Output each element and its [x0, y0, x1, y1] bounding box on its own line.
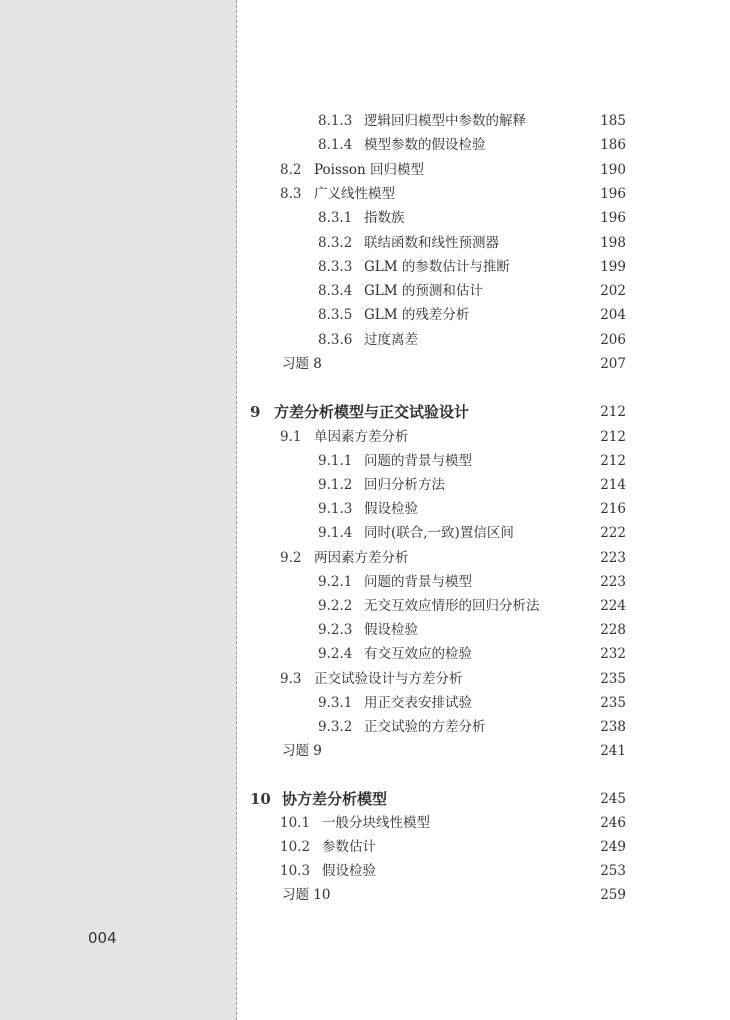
dot-leader	[478, 571, 594, 593]
toc-entry-title: 单因素方差分析	[314, 429, 409, 445]
toc-subsection-entry	[0, 450, 626, 472]
dot-leader	[475, 401, 594, 423]
toc-subsection-entry	[0, 329, 626, 351]
toc-entry-title: 同时(联合,一致)置信区间	[364, 525, 514, 541]
toc-entry-number: 10.2	[280, 839, 311, 855]
toc-subsection-entry	[0, 498, 626, 520]
toc-entry-title: GLM 的参数估计与推断	[364, 259, 510, 275]
toc-subsection-entry	[0, 134, 626, 156]
toc-section-entry	[0, 884, 626, 906]
toc-entry-number: 8.3	[280, 186, 302, 202]
toc-entry-number: 9.3.2	[318, 719, 353, 735]
toc-entry-title: 方差分析模型与正交试验设计	[274, 403, 470, 421]
dot-leader	[411, 207, 595, 229]
toc-entry-page: 214	[600, 477, 626, 493]
toc-section-entry	[0, 812, 626, 834]
toc-subsection-entry	[0, 280, 626, 302]
toc-entry-page: 207	[600, 356, 626, 372]
toc-subsection-entry	[0, 232, 626, 254]
toc-entry-page: 238	[600, 719, 626, 735]
toc-entry-page: 212	[600, 453, 626, 469]
dot-leader	[469, 668, 595, 690]
toc-entry-number: 9.1	[280, 429, 302, 445]
dot-leader	[520, 522, 594, 544]
dot-leader	[475, 304, 594, 326]
toc-section-entry	[0, 836, 626, 858]
dot-leader	[382, 836, 594, 858]
toc-subsection-entry	[0, 716, 626, 738]
dot-leader	[424, 498, 594, 520]
toc-entry-title: 正交试验设计与方差分析	[314, 671, 463, 687]
toc-entry-title: 正交试验的方差分析	[364, 719, 486, 735]
dot-leader	[382, 860, 594, 882]
toc-entry-page: 198	[600, 235, 626, 251]
toc-entry-number: 8.3.1	[318, 210, 353, 226]
toc-entry-number: 8.1.4	[318, 137, 353, 153]
dot-leader	[436, 812, 594, 834]
toc-subsection-entry	[0, 207, 626, 229]
toc-entry-page: 223	[600, 574, 626, 590]
toc-entry-page: 249	[600, 839, 626, 855]
dot-leader	[492, 716, 595, 738]
toc-entry-page: 202	[600, 283, 626, 299]
toc-entry-page: 206	[600, 332, 626, 348]
toc-entry-number: 9.2	[280, 550, 302, 566]
toc-entry-title: 逻辑回归模型中参数的解释	[364, 113, 526, 129]
toc-subsection-entry	[0, 692, 626, 714]
toc-entry-number: 9.1.1	[318, 453, 353, 469]
toc-subsection-entry	[0, 619, 626, 641]
dot-leader	[430, 159, 594, 181]
toc-chapter-entry	[0, 788, 626, 810]
toc-entry-title: 习题 10	[282, 887, 331, 903]
dot-leader	[478, 643, 594, 665]
dot-leader	[401, 183, 594, 205]
toc-entry-title: 广义线性模型	[314, 186, 395, 202]
toc-entry-page: 228	[600, 622, 626, 638]
toc-subsection-entry	[0, 110, 626, 132]
toc-entry-number: 8.3.5	[318, 307, 353, 323]
toc-entry-page: 196	[600, 186, 626, 202]
toc-subsection-entry	[0, 571, 626, 593]
toc-entry-number: 8.3.6	[318, 332, 353, 348]
toc-entry-number: 10.1	[280, 815, 311, 831]
toc-entry-page: 212	[600, 429, 626, 445]
toc-entry-page: 216	[600, 501, 626, 517]
toc-entry-title: 习题 8	[282, 356, 322, 372]
toc-entry-page: 235	[600, 695, 626, 711]
toc-subsection-entry	[0, 595, 626, 617]
toc-section-entry	[0, 740, 626, 762]
toc-entry-title: 参数估计	[322, 839, 376, 855]
toc-entry-number: 10	[250, 790, 271, 808]
dot-leader	[478, 450, 594, 472]
toc-section-entry	[0, 860, 626, 882]
toc-entry-page: 246	[600, 815, 626, 831]
dot-leader	[532, 110, 594, 132]
toc-subsection-entry	[0, 522, 626, 544]
toc-entry-page: 232	[600, 646, 626, 662]
toc-entry-title: 两因素方差分析	[314, 550, 409, 566]
toc-entry-number: 9.2.3	[318, 622, 353, 638]
dot-leader	[492, 134, 595, 156]
dot-leader	[451, 474, 594, 496]
toc-chapter-entry	[0, 401, 626, 423]
toc-entry-number: 9.3	[280, 671, 302, 687]
toc-entry-page: 190	[600, 162, 626, 178]
toc-entry-number: 9	[250, 403, 261, 421]
toc-entry-title: 用正交表安排试验	[364, 695, 472, 711]
toc-entry-number: 9.1.4	[318, 525, 353, 541]
dot-leader	[505, 232, 594, 254]
toc-section-entry	[0, 183, 626, 205]
toc-entry-number: 8.2	[280, 162, 302, 178]
toc-entry-page: 253	[600, 863, 626, 879]
toc-subsection-entry	[0, 304, 626, 326]
toc-entry-title: 一般分块线性模型	[322, 815, 430, 831]
dot-leader	[393, 788, 594, 810]
toc-entry-title: 问题的背景与模型	[364, 453, 472, 469]
toc-entry-title: GLM 的预测和估计	[364, 283, 483, 299]
toc-entry-title: 假设检验	[322, 863, 376, 879]
toc-subsection-entry	[0, 643, 626, 665]
toc-entry-title: 无交互效应情形的回归分析法	[364, 598, 540, 614]
dot-leader	[489, 280, 594, 302]
toc-entry-title: 习题 9	[282, 743, 322, 759]
toc-entry-title: 假设检验	[364, 501, 418, 517]
toc-entry-page: 259	[600, 887, 626, 903]
dot-leader	[336, 884, 594, 906]
toc-entry-number: 9.1.2	[318, 477, 353, 493]
toc-entry-title: 联结函数和线性预测器	[364, 235, 499, 251]
toc-entry-page: 223	[600, 550, 626, 566]
toc-entry-number: 9.1.3	[318, 501, 353, 517]
toc-entry-page: 245	[600, 791, 626, 807]
toc-subsection-entry	[0, 474, 626, 496]
dot-leader	[328, 740, 594, 762]
toc-entry-page: 186	[600, 137, 626, 153]
toc-entry-title: 模型参数的假设检验	[364, 137, 486, 153]
toc-subsection-entry	[0, 256, 626, 278]
toc-entry-title: 有交互效应的检验	[364, 646, 472, 662]
toc-section-entry	[0, 353, 626, 375]
toc-entry-number: 8.3.2	[318, 235, 353, 251]
toc-entry-title: 回归分析方法	[364, 477, 445, 493]
dot-leader	[478, 692, 594, 714]
toc-entry-number: 8.1.3	[318, 113, 353, 129]
toc-section-entry	[0, 426, 626, 448]
toc-entry-title: 过度离差	[364, 332, 418, 348]
toc-entry-page: 222	[600, 525, 626, 541]
toc-entry-page: 212	[600, 404, 626, 420]
dot-leader	[516, 256, 594, 278]
toc-entry-page: 204	[600, 307, 626, 323]
toc-entry-number: 10.3	[280, 863, 311, 879]
toc-entry-page: 199	[600, 259, 626, 275]
dot-leader	[424, 619, 594, 641]
toc-entry-number: 9.3.1	[318, 695, 353, 711]
toc-entry-title: 协方差分析模型	[282, 790, 388, 808]
dot-leader	[424, 329, 594, 351]
toc-section-entry	[0, 668, 626, 690]
toc-entry-title: 假设检验	[364, 622, 418, 638]
toc-entry-title: Poisson 回归模型	[314, 162, 424, 178]
toc-section-entry	[0, 159, 626, 181]
toc-entry-page: 196	[600, 210, 626, 226]
dot-leader	[328, 353, 594, 375]
toc-entry-title: GLM 的残差分析	[364, 307, 470, 323]
toc-entry-number: 9.2.2	[318, 598, 353, 614]
toc-entry-title: 问题的背景与模型	[364, 574, 472, 590]
toc-entry-number: 9.2.1	[318, 574, 353, 590]
dot-leader	[415, 426, 595, 448]
toc-section-entry	[0, 547, 626, 569]
toc-entry-page: 241	[600, 743, 626, 759]
toc-entry-number: 8.3.3	[318, 259, 353, 275]
dot-leader	[415, 547, 595, 569]
toc-entry-page: 235	[600, 671, 626, 687]
toc-entry-page: 185	[600, 113, 626, 129]
toc-entry-number: 8.3.4	[318, 283, 353, 299]
toc-entry-title: 指数族	[364, 210, 405, 226]
dot-leader	[546, 595, 595, 617]
toc-entry-number: 9.2.4	[318, 646, 353, 662]
page-number: 004	[88, 929, 117, 947]
toc-entry-page: 224	[600, 598, 626, 614]
